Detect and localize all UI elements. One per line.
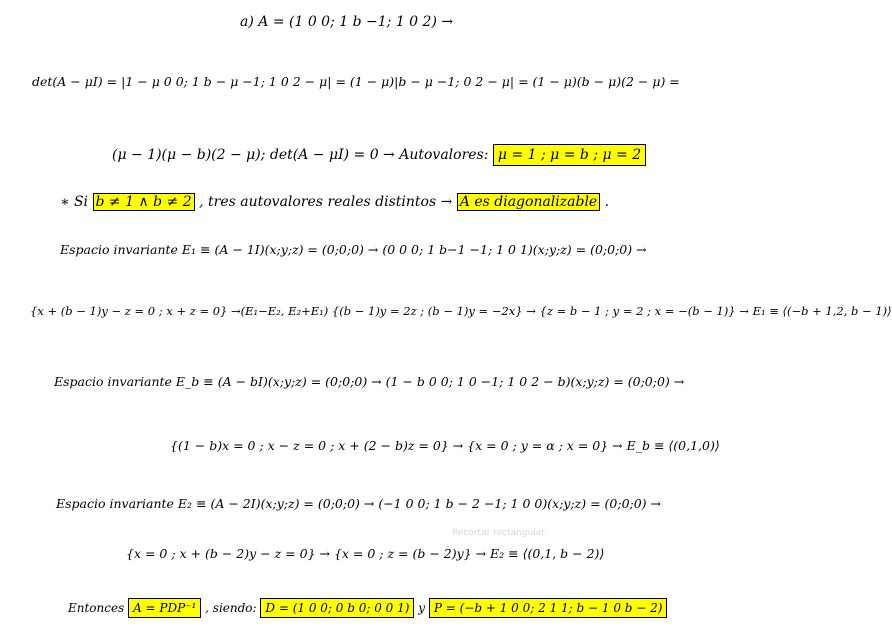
eigenvalues-box: μ = 1 ; μ = b ; μ = 2 bbox=[493, 144, 646, 166]
line-eigenvalues bbox=[112, 144, 646, 166]
cond-highlight: b ≠ 1 ∧ b ≠ 2 bbox=[93, 193, 195, 211]
line-eb-space: Espacio invariante E_b ≡ (A − bI)(x;y;z) = (0;0;0) → (1 − b 0 0; 1 0 −1; 1 0 2 − b)(x;y;z) = (0;0;0) → bbox=[54, 374, 685, 389]
line-eb-system: {(1 − b)x = 0 ; x − z = 0 ; x + (2 − b)z = 0} → {x = 0 ; y = α ; x = 0} → E_b ≡ ⟨(0,1,0)⟩ bbox=[170, 438, 720, 453]
line-e1-system: {x + (b − 1)y − z = 0 ; x + z = 0} →(E₁−E₂, E₂+E₁) {(b − 1)y = 2z ; (b − 1)y = −2x} → {z = b − 1 ; y = 2 ; x = −(b − 1)} → E₁ ≡ ⟨(−b + 1,2, b − 1)⟩ bbox=[30, 304, 892, 318]
period: . bbox=[604, 194, 610, 210]
line-a-matrix: a) A = (1 0 0; 1 b −1; 1 0 2) → bbox=[240, 14, 454, 30]
final-pre: Entonces bbox=[68, 601, 125, 615]
line-e2-system: {x = 0 ; x + (b − 2)y − z = 0} → {x = 0 ; z = (b − 2)y} → E₂ ≡ ⟨(0,1, b − 2)⟩ bbox=[126, 546, 605, 561]
recortar-overlay: Recortar rectangular bbox=[452, 528, 546, 538]
cond-mid: , tres autovalores reales distintos → bbox=[199, 194, 453, 210]
line-final-result bbox=[68, 598, 667, 618]
line-e2-space: Espacio invariante E₂ ≡ (A − 2I)(x;y;z) = (0;0;0) → (−1 0 0; 1 b − 2 −1; 1 0 0)(x;y;z) = (0;0;0) → bbox=[56, 496, 662, 511]
line-determinant: det(A − μI) = |1 − μ 0 0; 1 b − μ −1; 1 0 2 − μ| = (1 − μ)|b − μ −1; 0 2 − μ| = (1 − μ)(b − μ)(2 − μ) = bbox=[32, 74, 680, 89]
final-mid: , siendo: bbox=[205, 601, 257, 615]
p-matrix-box: P = (−b + 1 0 0; 2 1 1; b − 1 0 b − 2) bbox=[429, 598, 668, 618]
line-diagonalizable-condition bbox=[60, 194, 609, 210]
diagonalizable-highlight: A es diagonalizable bbox=[457, 193, 600, 211]
final-y: y bbox=[418, 601, 426, 615]
pdp-box: A = PDP⁻¹ bbox=[128, 598, 201, 618]
eigen-text: (μ − 1)(μ − b)(2 − μ); det(A − μI) = 0 → Autovalores: bbox=[112, 147, 489, 163]
line-e1-space: Espacio invariante E₁ ≡ (A − 1I)(x;y;z) = (0;0;0) → (0 0 0; 1 b−1 −1; 1 0 1)(x;y;z) = (0;0;0) → bbox=[60, 242, 647, 257]
cond-pre: ∗ Si bbox=[60, 194, 89, 210]
d-matrix-box: D = (1 0 0; 0 b 0; 0 0 1) bbox=[260, 598, 414, 618]
